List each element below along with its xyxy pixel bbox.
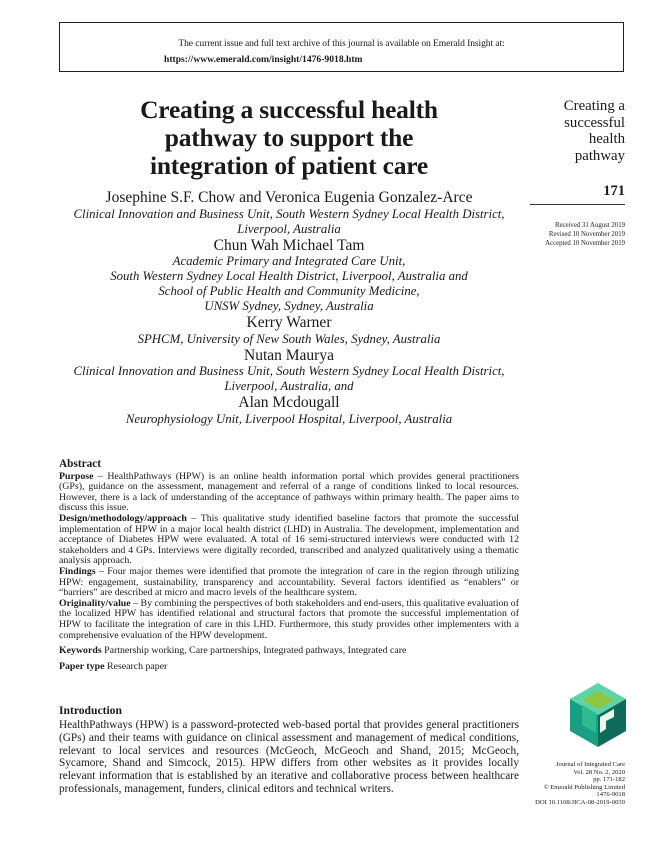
paper-type [59,662,519,673]
keywords [59,646,519,657]
running-title-line: Creating a [563,98,625,114]
section-label: Purpose [59,470,94,482]
keywords-label: Keywords [59,645,102,657]
introduction-text: HealthPathways (HPW) is a password-protected web-based portal that provides general practitioners (GPs) and their teams with guidance on clinical assessment and management of medical conditions, relevant to local services and resources (McGeoch, McGeoch and Shand, 2015; McGeoch, Sycamore, Shand and Simcock, 2015). HPW differs from other websites as it provides locally relevant information that is established by an iterative and collaborative process between healthcare professionals, management, funders, clinical editors and technical writers. [59,719,519,795]
abstract-originality [59,599,519,641]
author-name: Chun Wah Michael Tam [213,236,365,254]
author-affiliation: SPHCM, University of New South Wales, Sydney, Australia [137,331,441,346]
paper-type-text: Research paper [104,660,168,672]
journal-url-link[interactable]: https://www.emerald.com/insight/1476-9018.htm [164,54,363,65]
journal-doi: DOI 10.1108/JICA-08-2019-0039 [535,798,625,806]
journal-pages: pp. 171-182 [593,776,625,784]
author-affiliation: Academic Primary and Integrated Care Unit, [172,254,406,268]
author-name: Josephine S.F. Chow and Veronica Eugenia Gonzalez-Arce [105,189,473,206]
author-affiliation: Neurophysiology Unit, Liverpool Hospital, Liverpool, Australia [125,411,453,426]
abstract-design [59,514,519,567]
author-name: Kerry Warner [246,314,332,331]
author-name: Nutan Maurya [244,346,334,364]
page-number: 171 [603,183,625,199]
abstract-findings [59,567,519,599]
author-list [48,189,530,427]
section-text: – Four major themes were identified that promote the integration of care in the region through utilizing HPW: engagement, sustainability, transparency and accountability. Several factors identified as “enablers” or “barriers” are described at micro and macro levels of the healthcare system. [59,565,519,599]
author-name: Alan Mcdougall [238,394,340,411]
author-affiliation: Liverpool, Australia [237,221,341,236]
section-text: – This qualitative study identified baseline factors that promote the successful implementation of HPW in a major local health district (LHD) in Australia. The development, implementation and acceptance of Diabetes HPW were evaluated. A total of 16 semi-structured interviews were conducted with 12 stakeholders and 4 GPs. Interviews were digitally recorded, transcribed and analyzed qualitatively using a thematic analysis approach. [59,512,519,567]
journal-name: Journal of Integrated Care [555,761,625,768]
author-affiliation: Clinical Innovation and Business Unit, South Western Sydney Local Health District, [73,364,505,378]
revised-date: Revised 10 November 2019 [548,231,625,239]
title-line: integration of patient care [149,151,429,180]
section-label: Design/methodology/approach [59,512,187,524]
accepted-date: Accepted 10 November 2019 [545,240,625,248]
running-title-line: health [588,131,625,147]
section-label: Findings [59,565,96,577]
author-affiliation: UNSW Sydney, Sydney, Australia [204,299,374,313]
running-title-line: successful [564,114,625,131]
access-notice-text: The current issue and full text archive of this journal is available on Emerald Insight at: [178,38,505,49]
journal-copyright: © Emerald Publishing Limited [543,783,625,791]
divider [530,204,625,205]
paper-type-label: Paper type [59,660,105,672]
introduction [59,704,519,796]
received-date: Received 31 August 2019 [554,222,625,229]
journal-info [535,761,625,807]
journal-volume: Vol. 28 No. 2, 2020 [573,768,625,776]
article-title [60,96,518,180]
running-title-line: pathway [574,147,625,164]
journal-logo-icon [570,683,626,747]
abstract-heading: Abstract [59,458,102,470]
section-label: Originality/value [59,597,131,609]
journal-issn: 1476-9018 [596,791,625,799]
author-affiliation: School of Public Health and Community Medicine, [158,284,420,298]
abstract-purpose [59,472,519,514]
keywords-text: Partnership working, Care partnerships, Integrated pathways, Integrated care [101,645,407,657]
title-line: Creating a successful health [140,95,438,124]
access-notice-box [59,22,624,72]
author-affiliation: South Western Sydney Local Health District, Liverpool, Australia and [110,269,468,283]
section-text: – By combining the perspectives of both stakeholders and end-users, this qualitative evaluation of the localized HPW has identified relational and structural factors that promote the successful implementation of HPW to facilitate the integration of care in this LHD. Furthermore, this study provides other implementers with a comprehensive evaluation of the HPW development. [59,597,519,641]
author-affiliation: Liverpool, Australia, and [224,379,354,393]
title-line: pathway to support the [164,123,414,152]
running-title [564,98,625,164]
introduction-heading: Introduction [59,704,122,717]
abstract [59,459,519,672]
section-text: – HealthPathways (HPW) is an online health information portal which provides general practitioners (GPs), guidance on the assessment, management and referral of a range of conditions linked to local resources. However, there is a lack of understanding of the acceptance of pathways within primary health. The paper aims to discuss this issue. [59,470,519,514]
received-dates [545,221,625,249]
author-affiliation: Clinical Innovation and Business Unit, South Western Sydney Local Health District, [73,206,505,221]
